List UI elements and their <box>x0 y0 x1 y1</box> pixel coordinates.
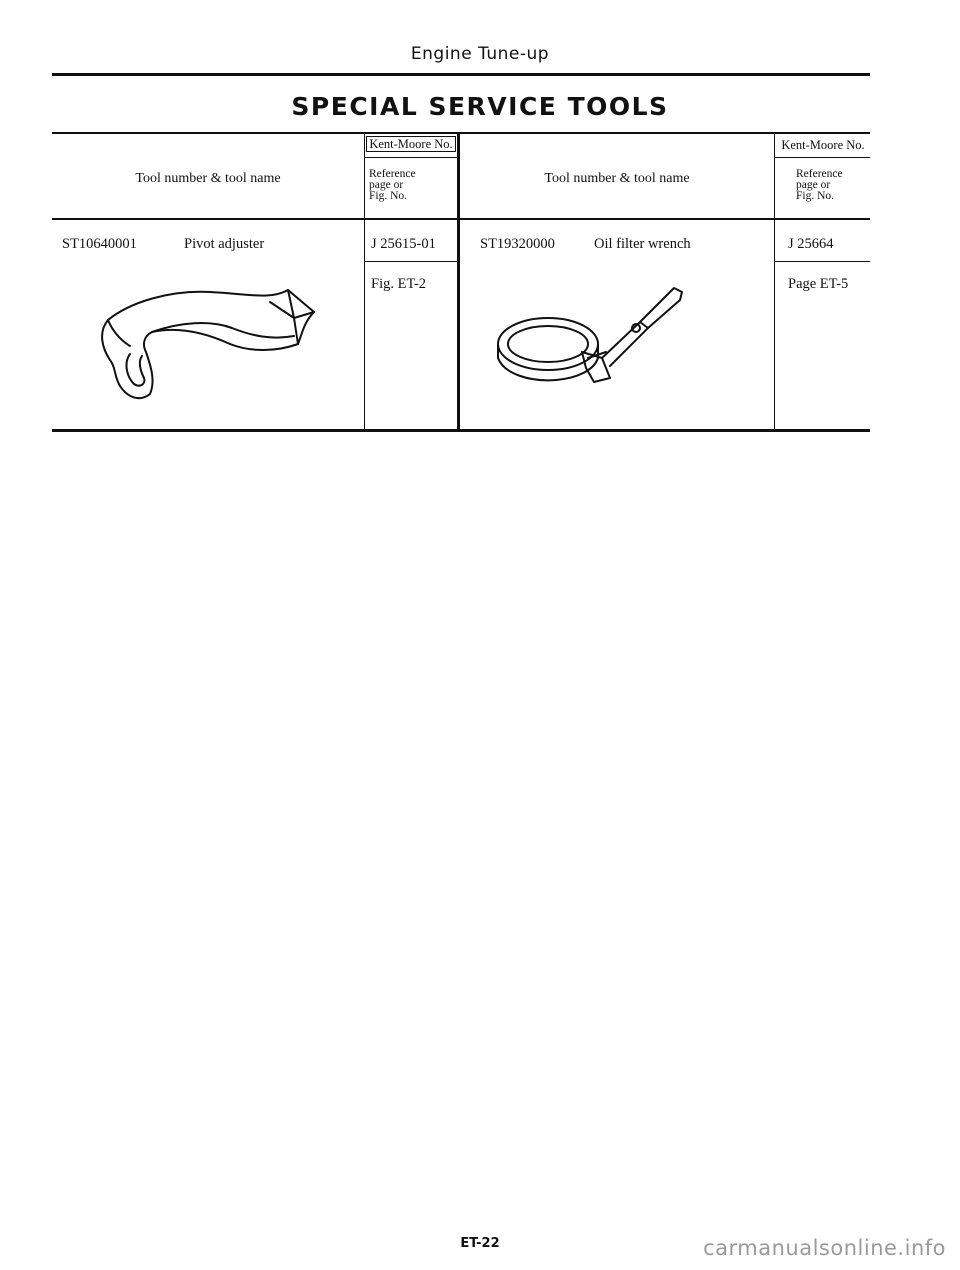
left-tool-name: Pivot adjuster <box>184 236 265 252</box>
left-reference-line-1: Reference <box>369 168 416 180</box>
right-kent-moore-header: Kent-Moore No. <box>781 138 865 152</box>
right-reference-value: Page ET-5 <box>788 276 849 292</box>
right-tool-number: ST19320000 <box>480 236 555 252</box>
right-reference-header <box>796 169 870 202</box>
table-rule-bottom <box>52 429 870 432</box>
right-kent-moore-number: J 25664 <box>788 236 834 252</box>
right-tool-header: Tool number & tool name <box>544 171 690 186</box>
left-reference-value: Fig. ET-2 <box>371 276 427 292</box>
left-kent-moore-header <box>365 137 457 152</box>
table-rule-header <box>52 218 870 220</box>
left-kent-moore-number: J 25615-01 <box>371 236 436 252</box>
left-ref-divider-header <box>364 157 458 158</box>
left-reference-line-2: page or <box>369 179 404 191</box>
right-ref-divider-header <box>774 157 870 158</box>
pivot-adjuster-illustration <box>90 282 320 407</box>
right-reference-line-2: page or <box>796 179 831 191</box>
right-reference-line-3: Fig. No. <box>796 190 835 202</box>
right-tool-name: Oil filter wrench <box>594 236 691 252</box>
chapter-title: Engine Tune-up <box>410 44 550 64</box>
page-title: SPECIAL SERVICE TOOLS <box>291 92 669 121</box>
right-reference-line-1: Reference <box>796 168 843 180</box>
left-reference-header <box>369 169 457 202</box>
left-tool-column-divider <box>364 132 365 430</box>
oil-filter-wrench-illustration <box>490 282 690 387</box>
right-tool-column-divider <box>774 132 775 430</box>
left-reference-line-3: Fig. No. <box>369 190 408 202</box>
left-ref-divider-body <box>364 261 458 262</box>
table-rule-top <box>52 132 870 134</box>
page-number: ET-22 <box>460 1236 500 1251</box>
watermark: carmanualsonline.info <box>703 1236 946 1260</box>
left-tool-number: ST10640001 <box>62 236 137 252</box>
left-kent-moore-header-label: Kent-Moore No. <box>366 136 455 152</box>
left-tool-header: Tool number & tool name <box>135 171 281 186</box>
right-ref-divider-body <box>774 261 870 262</box>
